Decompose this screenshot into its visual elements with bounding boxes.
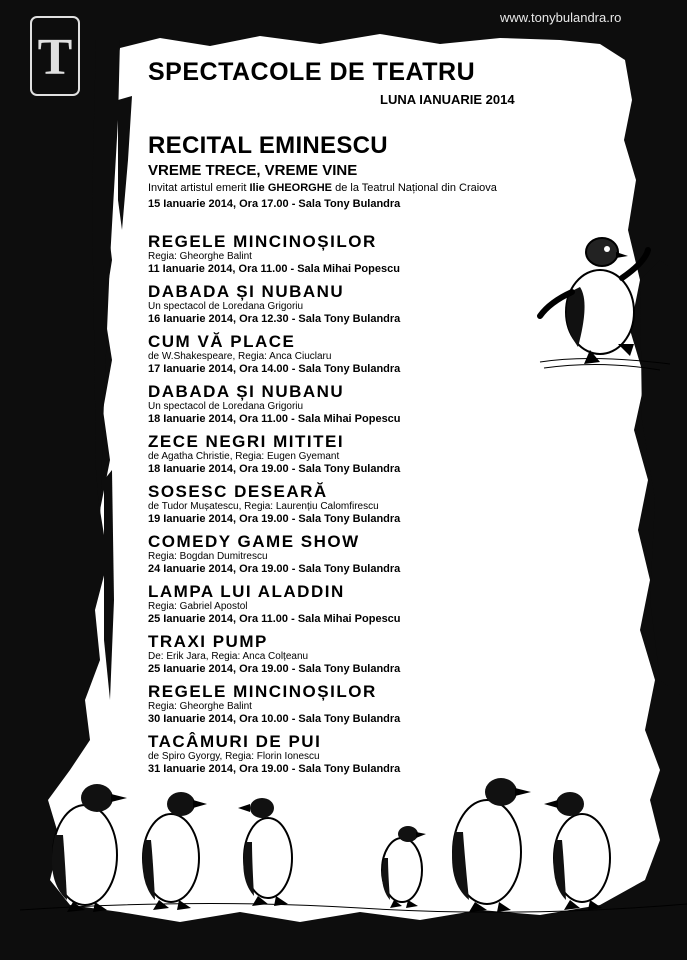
event-item	[148, 332, 548, 382]
event-date: 24 Ianuarie 2014, Ora 19.00 - Sala Tony Bulandra	[148, 563, 401, 575]
event-title: DABADA ȘI NUBANU	[148, 282, 345, 301]
recital-date: 15 Ianuarie 2014, Ora 17.00 - Sala Tony Bulandra	[148, 198, 401, 210]
event-list	[148, 232, 548, 782]
event-credit: Regia: Bogdan Dumitrescu	[148, 551, 268, 562]
event-title: LAMPA LUI ALADDIN	[148, 582, 345, 601]
event-date: 18 Ianuarie 2014, Ora 11.00 - Sala Mihai Popescu	[148, 413, 401, 425]
event-item	[148, 482, 548, 532]
page-title: SPECTACOLE DE TEATRU	[148, 58, 476, 86]
penguin-4	[382, 826, 426, 908]
event-item	[148, 232, 548, 282]
event-item	[148, 632, 548, 682]
penguin-row-illustration	[0, 770, 687, 920]
recital-subtitle: VREME TRECE, VREME VINE	[148, 162, 358, 179]
event-date: 11 Ianuarie 2014, Ora 11.00 - Sala Mihai Popescu	[148, 263, 400, 275]
event-item	[148, 382, 548, 432]
event-credit: de Agatha Christie, Regia: Eugen Gyemant	[148, 451, 340, 462]
event-title: CUM VĂ PLACE	[148, 332, 296, 351]
event-item	[148, 682, 548, 732]
event-credit: Regia: Gabriel Apostol	[148, 601, 248, 612]
event-date: 31 Ianuarie 2014, Ora 19.00 - Sala Tony Bulandra	[148, 763, 401, 775]
event-date: 17 Ianuarie 2014, Ora 14.00 - Sala Tony Bulandra	[148, 363, 401, 375]
event-title: SOSESC DESEARĂ	[148, 482, 328, 501]
event-credit: Regia: Gheorghe Balint	[148, 701, 252, 712]
penguin-5	[452, 778, 531, 912]
page-subtitle: LUNA IANUARIE 2014	[380, 92, 515, 107]
event-date: 25 Ianuarie 2014, Ora 11.00 - Sala Mihai Popescu	[148, 613, 401, 625]
penguin-2	[143, 792, 207, 910]
event-date: 18 Ianuarie 2014, Ora 19.00 - Sala Tony Bulandra	[148, 463, 401, 475]
recital-title: RECITAL EMINESCU	[148, 132, 388, 159]
penguin-1	[52, 784, 127, 912]
event-title: COMEDY GAME SHOW	[148, 532, 360, 551]
event-credit: Regia: Gheorghe Balint	[148, 251, 252, 262]
event-credit: de W.Shakespeare, Regia: Anca Ciuclaru	[148, 351, 332, 362]
event-credit: de Tudor Mușatescu, Regia: Laurențiu Calomfirescu	[148, 501, 379, 512]
penguin-3	[238, 798, 292, 906]
event-credit: Un spectacol de Loredana Grigoriu	[148, 401, 304, 412]
penguin-6	[544, 792, 610, 910]
event-title: REGELE MINCINOȘILOR	[148, 682, 377, 701]
dancing-penguin-illustration	[530, 232, 680, 372]
event-item	[148, 582, 548, 632]
event-title: REGELE MINCINOȘILOR	[148, 232, 377, 251]
event-date: 19 Ianuarie 2014, Ora 19.00 - Sala Tony Bulandra	[148, 513, 401, 525]
website-link[interactable]: www.tonybulandra.ro	[500, 10, 622, 25]
guest-prefix: Invitat artistul emerit	[148, 182, 247, 194]
event-date: 25 Ianuarie 2014, Ora 19.00 - Sala Tony Bulandra	[148, 663, 401, 675]
event-item	[148, 282, 548, 332]
event-item	[148, 532, 548, 582]
event-credit: De: Erik Jara, Regia: Anca Colțeanu	[148, 651, 309, 662]
guest-name: Ilie GHEORGHE	[249, 182, 333, 194]
event-title: DABADA ȘI NUBANU	[148, 382, 345, 401]
logo-letter: T	[37, 29, 73, 86]
ice-ground	[20, 903, 687, 912]
event-credit: Un spectacol de Loredana Grigoriu	[148, 301, 304, 312]
recital-guest	[148, 182, 497, 194]
event-item	[148, 432, 548, 482]
guest-suffix: de la Teatrul Național din Craiova	[335, 182, 497, 194]
event-date: 30 Ianuarie 2014, Ora 10.00 - Sala Tony Bulandra	[148, 713, 401, 725]
event-title: ZECE NEGRI MITITEI	[148, 432, 345, 451]
event-title: TRAXI PUMP	[148, 632, 268, 651]
theatre-logo	[30, 16, 80, 96]
event-date: 16 Ianuarie 2014, Ora 12.30 - Sala Tony Bulandra	[148, 313, 401, 325]
event-credit: de Spiro Gyorgy, Regia: Florin Ionescu	[148, 751, 320, 762]
event-title: TACÂMURI DE PUI	[148, 732, 322, 751]
